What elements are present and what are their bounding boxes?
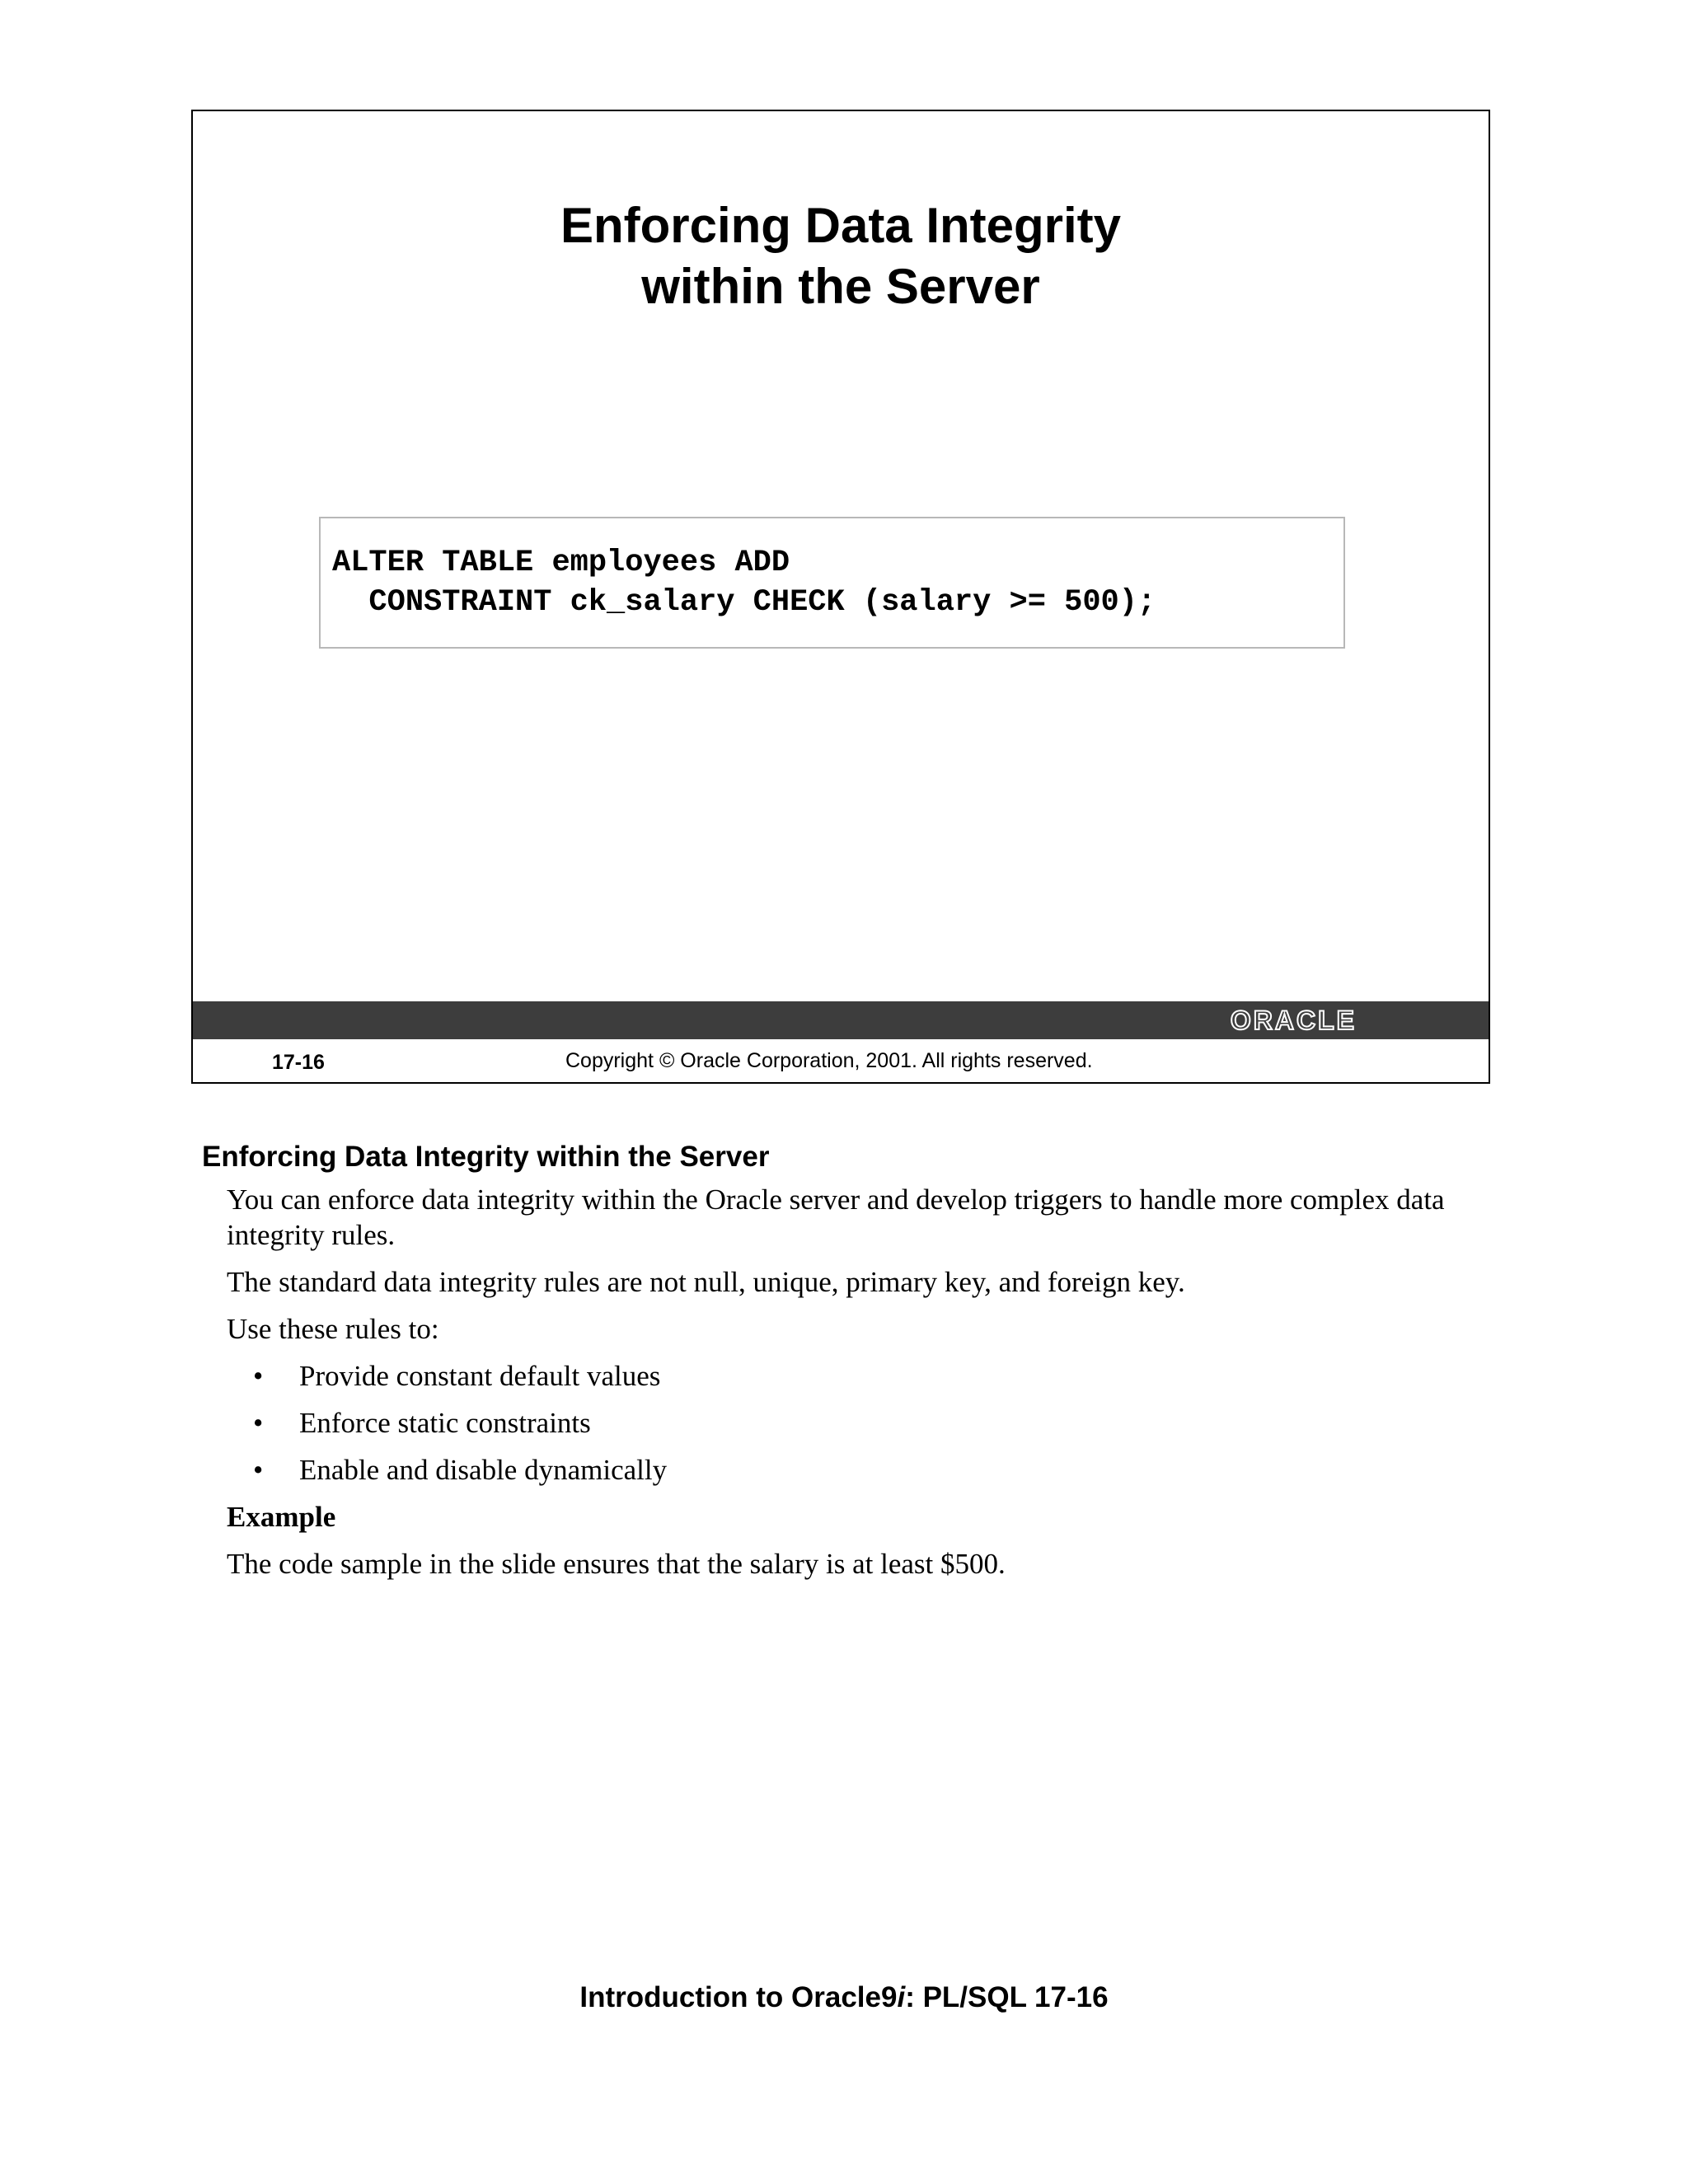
slide-number: 17-16 bbox=[272, 1051, 325, 1074]
notes-body bbox=[227, 1182, 1479, 1593]
code-line-2: CONSTRAINT ck_salary CHECK (salary >= 500); bbox=[332, 585, 1156, 620]
page-footer-suffix: : PL/SQL 17-16 bbox=[905, 1981, 1109, 2013]
slide-frame bbox=[191, 110, 1490, 1084]
example-text: The code sample in the slide ensures that the salary is at least $500. bbox=[227, 1548, 1006, 1580]
list-item bbox=[227, 1405, 1479, 1441]
page-footer-italic: i bbox=[897, 1981, 906, 2013]
notes-heading: Enforcing Data Integrity within the Server bbox=[202, 1141, 770, 1173]
slide-title-line-2: within the Server bbox=[641, 259, 1040, 314]
slide-title bbox=[193, 195, 1489, 317]
list-item-text: Enforce static constraints bbox=[299, 1407, 591, 1439]
oracle-logo: ORACLE bbox=[1230, 1005, 1357, 1035]
slide-copyright: Copyright © Oracle Corporation, 2001. All rights reserved. bbox=[565, 1049, 1093, 1072]
code-line-1: ALTER TABLE employees ADD bbox=[332, 546, 790, 580]
bullet-icon: • bbox=[253, 1407, 264, 1439]
list-item-text: Enable and disable dynamically bbox=[299, 1454, 668, 1486]
page-footer bbox=[0, 1981, 1688, 2014]
code-sample-box bbox=[319, 517, 1345, 649]
page-footer-prefix: Introduction to Oracle9 bbox=[579, 1981, 898, 2013]
slide-footer-bar bbox=[193, 1001, 1489, 1039]
bullet-icon: • bbox=[253, 1360, 264, 1392]
example-label: Example bbox=[227, 1501, 336, 1533]
rules-list bbox=[227, 1358, 1479, 1488]
list-item bbox=[227, 1452, 1479, 1488]
notes-paragraph-3: Use these rules to: bbox=[227, 1313, 439, 1345]
notes-paragraph-2: The standard data integrity rules are not null, unique, primary key, and foreign key. bbox=[227, 1266, 1185, 1298]
list-item-text: Provide constant default values bbox=[299, 1360, 661, 1392]
slide-title-line-1: Enforcing Data Integrity bbox=[560, 198, 1122, 253]
list-item bbox=[227, 1358, 1479, 1394]
bullet-icon: • bbox=[253, 1454, 264, 1486]
notes-paragraph-1: You can enforce data integrity within the Oracle server and develop triggers to handle more complex data integrity rules. bbox=[227, 1183, 1445, 1251]
